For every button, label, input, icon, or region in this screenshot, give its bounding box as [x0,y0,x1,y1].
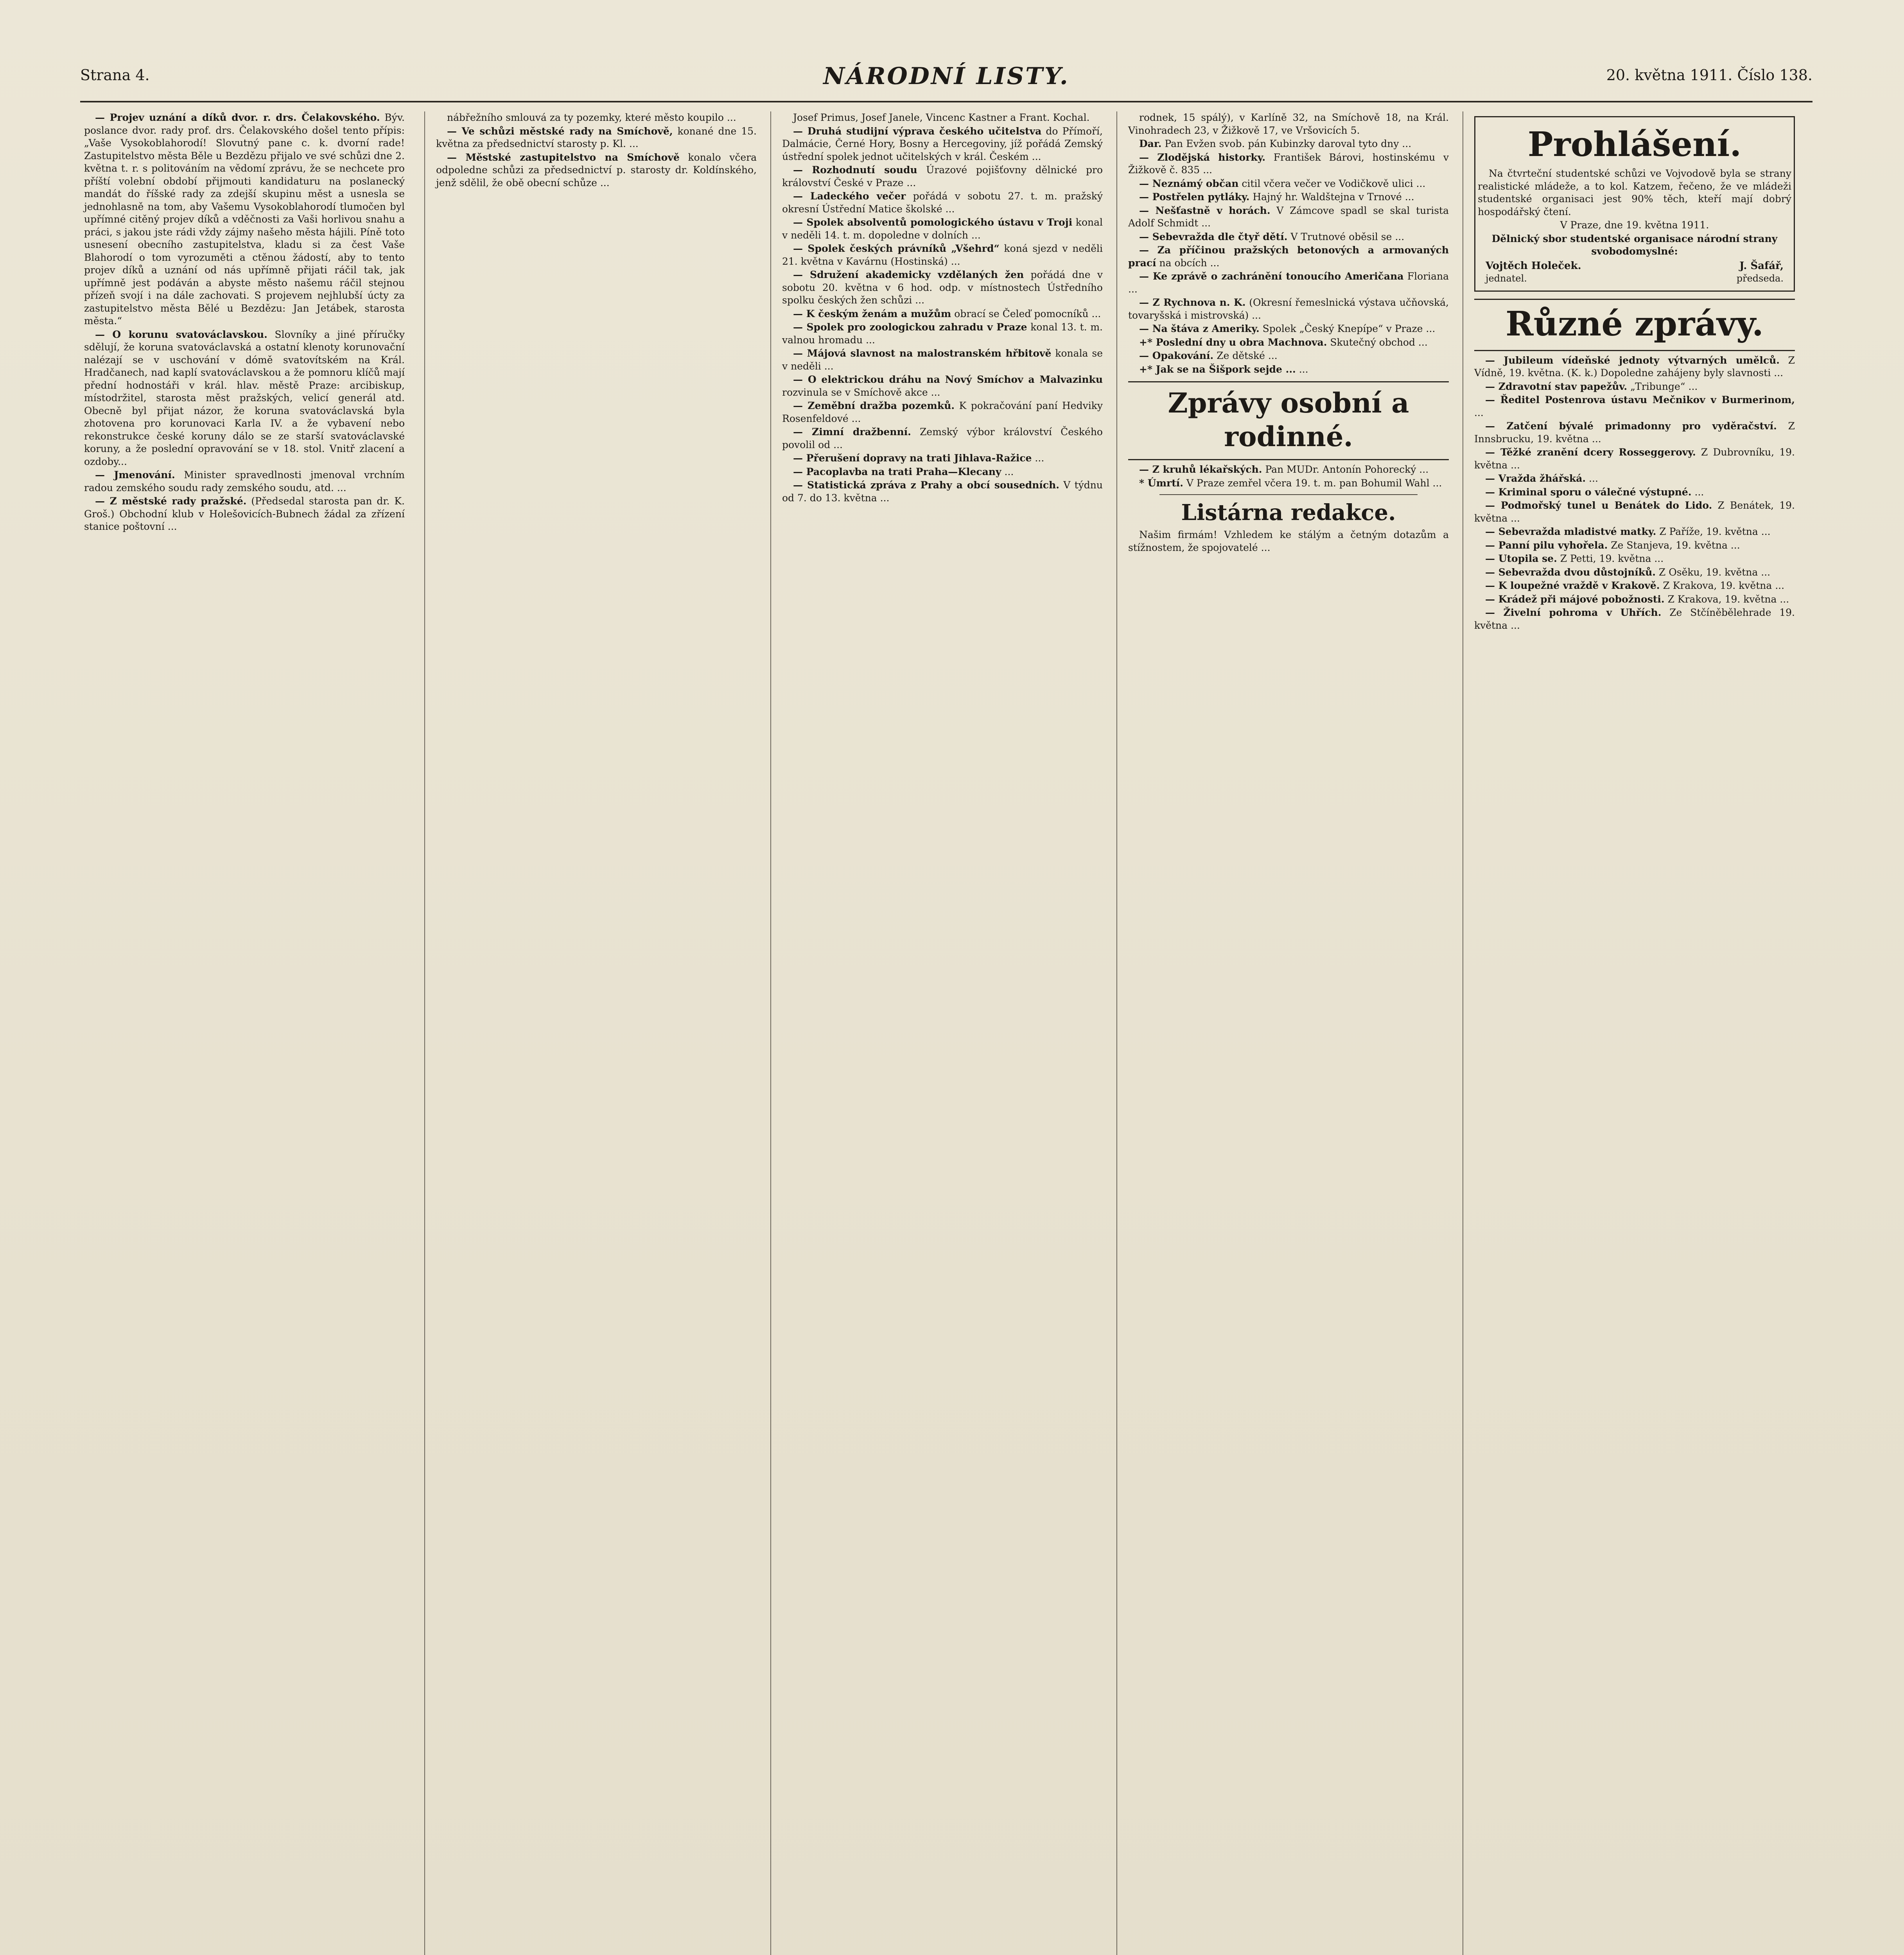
article [1474,606,1795,632]
article-heading: — O korunu svatováclavskou. [95,328,267,340]
article [1128,323,1449,335]
proclamation-place-date: V Praze, dne 19. května 1911. [1560,219,1709,231]
article-heading: — Živelní pohroma v Uhřích. [1485,607,1662,618]
article [436,151,757,190]
article-text: Pan Evžen svob. pán Kubinzky daroval tyto dny ... [1165,138,1412,149]
article [782,373,1103,399]
article-heading: — Rozhodnutí soudu [793,164,917,176]
article-text: V Praze zemřel včera 19. t. m. pan Bohumil Wahl ... [1186,477,1442,489]
article [1474,593,1795,606]
article-heading: — Spolek pro zoologickou zahradu v Praze [793,321,1027,333]
header-rule [80,101,1812,102]
article-text: Z Benátek, 19. května ... [1474,500,1795,524]
article [1474,499,1795,525]
article-text: ... [1035,452,1044,464]
article-heading: — Ke zprávě o zachránění tonoucího Američana [1139,271,1404,282]
article-heading: — Přerušení dopravy na trati Jihlava-Ražice [793,452,1032,464]
article-heading: — Těžké zranění dcery Rosseggerovy. [1485,447,1696,458]
article-heading: — Sebevražda dvou důstojníků. [1485,566,1656,578]
article-heading: — Májová slavnost na malostranském hřbitově [793,348,1052,359]
article-heading: * Úmrtí. [1139,477,1183,489]
page-number: Strana 4. [80,66,150,84]
article [1474,354,1795,380]
article-heading: — Opakování. [1139,350,1214,361]
article-text: Hajný hr. Waldštejna v Trnové ... [1253,191,1414,203]
article-text: konal v neděli 14. t. m. dopoledne v dolních ... [782,217,1103,241]
article [84,469,405,494]
article [782,452,1103,465]
article [782,111,1103,124]
article-heading: — Jubileum vídeňské jednoty výtvarných umělců. [1485,354,1780,366]
column-divider [424,111,425,1955]
article [1128,296,1449,322]
article [782,269,1103,307]
article-text: Ze Stčíněbělehrade 19. května ... [1474,607,1795,631]
article-heading: — Zeměbní dražba pozemků. [793,400,955,411]
article [782,216,1103,242]
article-heading: — Za příčinou pražských betonových a armovaných prací [1128,244,1449,269]
article [1128,111,1449,137]
article-text: František Bárovi, hostinskému v Žižkově č. 835 ... [1128,151,1449,176]
article-text: V Zámcove spadl se skal turista Adolf Schmidt ... [1128,204,1449,229]
article-text: rozvinula se v Smíchově akce ... [782,386,940,398]
article [782,466,1103,479]
article [1474,552,1795,565]
article [1474,472,1795,485]
article-text: Našim firmám! Vzhledem ke stálým a četným dotazům a stížnostem, že spojovatelé ... [1128,529,1449,553]
article [436,111,757,124]
article-text: Z Vídně, 19. května. (K. k.) Dopoledne zahájeny byly slavnosti ... [1474,354,1795,378]
article [1474,394,1795,419]
column-divider [1116,111,1117,1955]
article-heading: — Sebevražda mladistvé matky. [1485,526,1656,537]
section-rule [1474,299,1795,300]
article-text: konané dne 15. května za předsednictví starosty p. Kl. ... [436,125,757,149]
proclamation-box [1474,116,1795,292]
article-text: konalo včera odpoledne schůzi za předsednictví p. starosty dr. Koldínského, jenž sdělil, že obě obecní schůze ... [436,151,757,188]
column-divider [770,111,771,1955]
masthead [80,63,1812,98]
article-heading: — Krádež při májové pobožnosti. [1485,593,1665,605]
article-heading: Dar. [1139,138,1162,149]
article-text: koná sjezd v neděli 21. května v Kavárnu (Hostinská) ... [782,243,1103,267]
article [1474,380,1795,393]
article [1128,204,1449,230]
section-title-misc: Různé zprávy. [1505,304,1764,344]
article-text: Z Krakova, 19. května ... [1663,580,1785,591]
section-rule [1159,494,1418,495]
article-text: Slovníky a jiné příručky sdělují, že koruna svatováclavská a ostatní klenoty korunovační nalézají se v uschování v dómě svatovítském na Král. Hradčanech, nad kaplí svatováclavskou a že pomnoru klíčů mají přední hodnostáři v král. hlav. městě Praze: arcibiskup, místodržitel, starosta měst pražských, velicí generál atd. Obecně byl přijat názor, že koruna svatováclavská byla zhotovena pro korunovaci Karla IV. a že vybavení nebo rekonstrukce české koruny dálo se ze starší svatováclavské koruny, a že poslední opravování se v 18. stol. Vnitř zlacení a ozdoby... [84,328,405,467]
article [84,328,405,468]
article-heading: — Městské zastupitelstvo na Smíchově [447,151,680,163]
article-heading: — Utopila se. [1485,553,1557,564]
article [782,321,1103,346]
signature-left-role: jednatel. [1486,273,1527,284]
article [782,125,1103,163]
article [1474,579,1795,592]
article-text: Skutečný obchod ... [1330,336,1428,348]
article-heading: — Nešťastně v horách. [1139,204,1271,216]
section-rule [1128,459,1449,460]
article-heading: — Druhá studijní výprava českého učitelstva [793,125,1042,137]
article-heading: — Ředitel Postenrova ústavu Mečnikov v Burmerinom, [1485,394,1795,405]
signatures [1486,260,1784,273]
article [1474,566,1795,579]
article [782,308,1103,321]
article-text: Floriana ... [1128,271,1449,295]
proclamation-org: Dělnický sbor studentské organisace národní strany svobodomyslné: [1491,233,1778,257]
issue-date: 20. května 1911. Číslo 138. [1606,66,1812,84]
article-text: K pokračování paní Hedviky Rosenfeldové ... [782,400,1103,424]
article-heading: — Z kruhů lékařských. [1139,464,1262,475]
article-text: Z Petti, 19. května ... [1560,553,1664,564]
section-rule [1474,350,1795,351]
article-heading: — Ve schůzi městské rady na Smíchově, [447,125,673,137]
article [1128,477,1449,490]
article-text: pořádá v sobotu 27. t. m. pražský okresní Ústřední Matice školské ... [782,190,1103,215]
article-heading: +* Poslední dny u obra Machnova. [1139,336,1327,348]
article-heading: — Zimní dražbenní. [793,426,911,438]
article-text: Spolek „Český Knepípe“ v Praze ... [1262,323,1436,334]
article-heading: — O elektrickou dráhu na Nový Smíchov a Malvazinku [793,374,1103,385]
article [1474,539,1795,552]
article-text: ... [1299,363,1308,375]
article [1474,446,1795,472]
article-text: V Trutnové oběsil se ... [1290,231,1405,242]
article-heading: — Vražda žhářská. [1485,473,1586,484]
article-text: konala se v neděli ... [782,348,1103,372]
article-text: „Tribunge“ ... [1630,380,1698,392]
article [1128,336,1449,349]
article-heading: — Pacoplavba na trati Praha—Klecany [793,466,1001,477]
article-heading: — Zdravotní stav papežův. [1485,380,1628,392]
article [1128,138,1449,151]
article [84,495,405,533]
article [1128,529,1449,554]
article-text: Minister spravedlnosti jmenoval vrchním radou zemského soudu rady zemského soudu, atd. ... [84,469,405,493]
article [782,426,1103,451]
article-text: Úrazové pojišťovny dělnické pro království České v Praze ... [782,164,1103,188]
article-heading: — Sdružení akademicky vzdělaných žen [793,269,1024,280]
article-heading: — Ladeckého večer [793,190,906,202]
proclamation-text: Na čtvrteční studentské schůzi ve Vojvodově byla se strany realistické mládeže, a to kol. Katzem, řečeno, že ve mládeži studentské organisaci jest 90% těch, kteří mají dobrý hospodářský čtení. [1478,168,1791,217]
article [782,164,1103,189]
column-1 [84,111,405,534]
article [1128,350,1449,362]
article-heading: — Projev uznání a díků dvor. r. drs. Čelakovského. [95,112,380,123]
article-heading: — Spolek českých právníků „Všehrd“ [793,243,1000,254]
article-text: Ze dětské ... [1217,350,1278,361]
article [1128,244,1449,269]
article [436,125,757,151]
article-text: ... [1694,486,1704,498]
article-text: na obcích ... [1159,257,1220,269]
article-text: ... [1589,473,1598,484]
signature-right: J. Šafář, [1739,260,1784,272]
article-text: Zemský výbor království Českého povolil od ... [782,426,1103,450]
article-text: Z Osěku, 19. května ... [1658,566,1771,578]
signature-roles [1486,272,1784,285]
article-text: rodnek, 15 spálý), v Karlíně 32, na Smíchově 18, na Král. Vinohradech 23, v Žižkově 17, ve Vršovicích 5. [1128,112,1449,136]
section-rule [1128,381,1449,382]
article [1128,363,1449,376]
article-text: nábřežního smlouvá za ty pozemky, které město koupilo ... [447,112,736,123]
article [1128,191,1449,204]
proclamation-title: Prohlášení. [1527,125,1742,164]
article-text: Z Dubrovníku, 19. května ... [1474,447,1795,471]
article-text: konal 13. t. m. valnou hromadu ... [782,321,1103,346]
article-heading: — Z Rychnova n. K. [1139,297,1246,308]
article-heading: — Postřelen pytláky. [1139,191,1250,203]
article [1474,526,1795,538]
newspaper-title: NÁRODNÍ LISTY. [823,63,1070,90]
article-heading: — Jmenování. [95,469,175,481]
article-text: citil včera večer ve Vodičkově ulici ... [1242,178,1426,189]
article-heading: — Sebevražda dle čtyř dětí. [1139,231,1288,242]
article [782,190,1103,215]
article-text: Z Paříže, 19. května ... [1659,526,1771,537]
article-text: Ze Stanjeva, 19. května ... [1611,539,1740,551]
signature-right-role: předseda. [1736,273,1784,284]
article-text: Josef Primus, Josef Janele, Vincenc Kastner a Frant. Kochal. [793,112,1090,123]
article-text: pořádá dne v sobotu 20. května v 6 hod. odp. v místnostech Ústředního spolku českých žen schůzi ... [782,269,1103,306]
article-heading: — Z městské rady pražské. [95,495,247,507]
column-2 [436,111,757,190]
article [782,242,1103,268]
article-heading: — Zlodějská historky. [1139,151,1266,163]
article [1128,231,1449,244]
signature-left: Vojtěch Holeček. [1486,260,1581,272]
column-4 [1128,111,1449,555]
article-text: obrací se Čeleď pomocníků ... [954,308,1101,319]
column-5 [1474,111,1795,633]
article-text: V týdnu od 7. do 13. května ... [782,479,1103,504]
article-text: Býv. poslance dvor. rady prof. drs. Čelakovského došel tento přípis: „Vaše Vysokoblahorodí! Slovutný pane c. k. dvorní rade! Zastupitelstvo města Běle u Bezdězu přijalo ve své schůzi dne 2. května t. r. s politováním na vědomí zprávu, že se nechcete pro příští volební období přijmouti kandidaturu na poslanecký mandát do říšské rady za zdejší skupinu měst a usnesla se jednohlasně na tom, aby Vašemu Vysokoblahorodí tlumočen byl upřímné citěný projev díků a vděčnosti za Vaši horlivou snahu a práci, s jakou jste rádi vždy zájmy našeho města hájili. Píně toto usnesení obecního zastupitelstva, kladu si za čest Vaše Blahorodí o tom vyrozuměti a ctěnou žádostí, aby to tento projev díků a uznání od nás upřímně přijati ráčil tak, jak upřímně jest podáván a abyste město našemu ráčil stejnou přízeň svojí i na dále zachovati. S projevem nejhlubší úcty za zastupitelstvo města Bělé u Bezdězu: Jan Jetábek, starosta města.“ [84,112,405,326]
article-heading: — Statistická zpráva z Prahy a obcí sousedních. [793,479,1059,491]
article [782,400,1103,425]
section-title-personal: Zprávy osobní a rodinné. [1168,387,1409,453]
article [1128,463,1449,476]
article [84,111,405,328]
article [1128,151,1449,177]
article-heading: — Na štáva z Ameriky. [1139,323,1260,334]
article-heading: — Zatčení bývalé primadonny pro vyděračství. [1485,420,1777,432]
article [782,479,1103,504]
article-text: do Přímoří, Dalmácie, Černé Hory, Bosny a Hercegoviny, jíž pořádá Zemský ústřední spolek jednot učitelských v král. Českém ... [782,125,1103,162]
article-text: (Předsedal starosta pan dr. K. Groš.) Obchodní klub v Holešovicích-Bubnech žádal za zřízení stanice poštovní ... [84,495,405,532]
article-heading: — Kriminal sporu o válečné výstupné. [1485,486,1692,498]
article-text: Pan MUDr. Antonín Pohorecký ... [1265,464,1429,475]
article [782,347,1103,373]
section-title-editorial: Listárna redakce. [1181,500,1396,526]
article-heading: — Spolek absolventů pomologického ústavu v Troji [793,217,1073,228]
article-heading: — Podmořský tunel u Benátek do Lido. [1485,500,1712,511]
article-text: Z Innsbrucku, 19. května ... [1474,420,1795,445]
article-heading: +* Jak se na Šišpork sejde ... [1139,363,1296,375]
article-text: Z Krakova, 19. května ... [1667,593,1789,605]
article [1474,420,1795,445]
article-heading: — Neznámý občan [1139,178,1239,189]
article-heading: — K českým ženám a mužům [793,308,951,319]
article [1128,270,1449,296]
article-text: ... [1004,466,1014,477]
article-heading: — K loupežné vraždě v Krakově. [1485,580,1660,591]
article-heading: — Panní pilu vyhořela. [1485,539,1608,551]
article-text: (Okresní řemeslnická výstava učňovská, tovaryšská i mistrovská) ... [1128,297,1449,321]
article [1474,486,1795,499]
column-3 [782,111,1103,505]
article-text: ... [1474,407,1484,418]
article [1128,178,1449,190]
